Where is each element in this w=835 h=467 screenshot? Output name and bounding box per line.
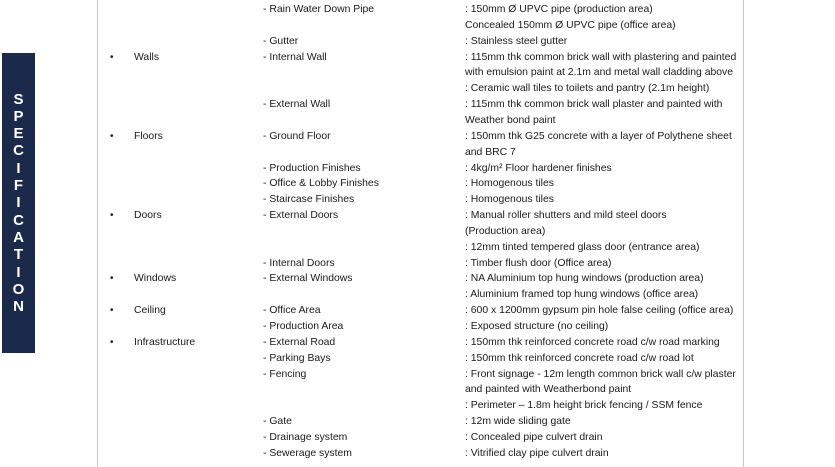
spec-row (98, 113, 743, 129)
spec-description: : Aluminium framed top hung windows (office area) (465, 289, 699, 301)
spec-description: : 12mm tinted tempered glass door (entrance area) (465, 241, 700, 253)
spec-item: - Internal Wall (263, 51, 327, 63)
bullet-icon: • (110, 130, 114, 142)
spec-description: (Production area) (465, 225, 546, 237)
spec-category: Ceiling (134, 305, 166, 317)
side-tab-letter: I (16, 194, 21, 212)
spec-item: - Internal Doors (263, 257, 335, 269)
spec-description: : Homogenous tiles (465, 178, 554, 190)
spec-description: and painted with Weatherbond paint (465, 384, 632, 396)
spec-row (98, 81, 743, 97)
spec-description: : Homogenous tiles (465, 194, 554, 206)
spec-description: and BRC 7 (465, 146, 516, 158)
spec-row (98, 382, 743, 398)
spec-item: - Parking Bays (263, 352, 331, 364)
spec-description: : 12m wide sliding gate (465, 416, 571, 428)
spec-description: : Stainless steel gutter (465, 35, 568, 47)
spec-row (98, 319, 743, 335)
side-tab-letter: C (13, 142, 24, 160)
spec-description: : NA Aluminium top hung windows (production area) (465, 273, 704, 285)
side-tab-letter: O (12, 280, 25, 298)
spec-description: : Ceramic wall tiles to toilets and pantry (2.1m height) (465, 83, 710, 95)
spec-row (98, 287, 743, 303)
spec-category: Floors (134, 130, 163, 142)
spec-item: - Staircase Finishes (263, 194, 355, 206)
spec-description: : Vitrified clay pipe culvert drain (465, 447, 609, 459)
spec-item: - External Wall (263, 99, 331, 111)
spec-row (98, 2, 743, 18)
spec-description: : 115mm thk common brick wall with plastering and painted (465, 51, 737, 63)
spec-item: - Office & Lobby Finishes (263, 178, 379, 190)
spec-description: : 600 x 1200mm gypsum pin hole false ceiling (office area) (465, 305, 734, 317)
spec-item: - External Doors (263, 210, 339, 222)
spec-description: : 150mm thk G25 concrete with a layer of Polythene sheet (465, 130, 732, 142)
spec-description: : 150mm Ø UPVC pipe (production area) (465, 4, 653, 15)
specification-sheet (97, 0, 744, 467)
spec-description: : Exposed structure (no ceiling) (465, 321, 609, 332)
spec-row (98, 240, 743, 256)
spec-description: : Concealed pipe culvert drain (465, 431, 603, 443)
spec-category: Windows (134, 273, 177, 285)
spec-item: - Office Area (263, 305, 321, 317)
side-tab-letter: C (13, 211, 24, 229)
spec-row (98, 414, 743, 430)
spec-item: - Rain Water Down Pipe (263, 4, 375, 15)
spec-row (98, 303, 743, 319)
spec-row (98, 97, 743, 113)
side-tab-letter: S (13, 90, 24, 108)
spec-row (98, 145, 743, 161)
spec-row (98, 271, 743, 287)
side-tab-letter: E (13, 125, 24, 143)
side-tab-letter: F (13, 177, 24, 195)
spec-row (98, 18, 743, 34)
side-tab-letter: P (13, 107, 24, 125)
spec-row (98, 192, 743, 208)
spec-description: : Perimeter – 1.8m height brick fencing / SSM fence (465, 400, 703, 412)
spec-description: : Front signage - 12m length common brick wall c/w plaster (465, 368, 736, 380)
bullet-icon: • (110, 210, 114, 222)
side-tab-letter: I (16, 159, 21, 177)
spec-description: : 115mm thk common brick wall plaster and painted with (465, 99, 723, 111)
side-tab-letter: I (16, 263, 21, 281)
spec-description: : 150mm thk reinforced concrete road c/w road marking (465, 336, 720, 348)
spec-row (98, 430, 743, 446)
spec-row (98, 208, 743, 224)
spec-row (98, 129, 743, 145)
spec-item: - Gate (263, 416, 292, 428)
bullet-icon: • (110, 305, 114, 317)
spec-item: - External Road (263, 336, 336, 348)
spec-row (98, 335, 743, 351)
bullet-icon: • (110, 273, 114, 285)
spec-description: Concealed 150mm Ø UPVC pipe (office area) (465, 19, 676, 31)
spec-item: - Gutter (263, 35, 299, 47)
spec-row (98, 446, 743, 462)
side-tab-letter: N (13, 298, 24, 316)
spec-description: : Manual roller shutters and mild steel doors (465, 210, 667, 222)
spec-row (98, 351, 743, 367)
spec-description: with emulsion paint at 2.1m and metal wall cladding above (465, 67, 734, 79)
spec-row (98, 50, 743, 66)
spec-description: Weather bond paint (465, 114, 556, 126)
spec-row (98, 161, 743, 177)
spec-row (98, 256, 743, 272)
spec-item: - Sewerage system (263, 447, 352, 459)
spec-row (98, 176, 743, 192)
spec-item: - Drainage system (263, 431, 348, 443)
spec-category: Doors (134, 210, 162, 222)
spec-row (98, 367, 743, 383)
spec-row (98, 398, 743, 414)
spec-row (98, 34, 743, 50)
bullet-icon: • (110, 336, 114, 348)
spec-description: : 150mm thk reinforced concrete road c/w road lot (465, 352, 694, 364)
spec-description: : 4kg/m² Floor hardener finishes (465, 162, 612, 174)
spec-item: - Production Finishes (263, 162, 361, 174)
bullet-icon: • (110, 51, 114, 63)
specification-side-tab (2, 53, 35, 353)
side-tab-letter: A (13, 228, 24, 246)
spec-item: - Production Area (263, 321, 344, 332)
spec-description: : Timber flush door (Office area) (465, 257, 612, 269)
spec-item: - External Windows (263, 273, 353, 285)
spec-row (98, 224, 743, 240)
side-tab-letter: T (13, 246, 24, 264)
spec-row (98, 65, 743, 81)
spec-item: - Fencing (263, 368, 307, 380)
spec-item: - Ground Floor (263, 130, 331, 142)
spec-category: Walls (134, 51, 160, 63)
spec-category: Infrastructure (134, 336, 196, 348)
